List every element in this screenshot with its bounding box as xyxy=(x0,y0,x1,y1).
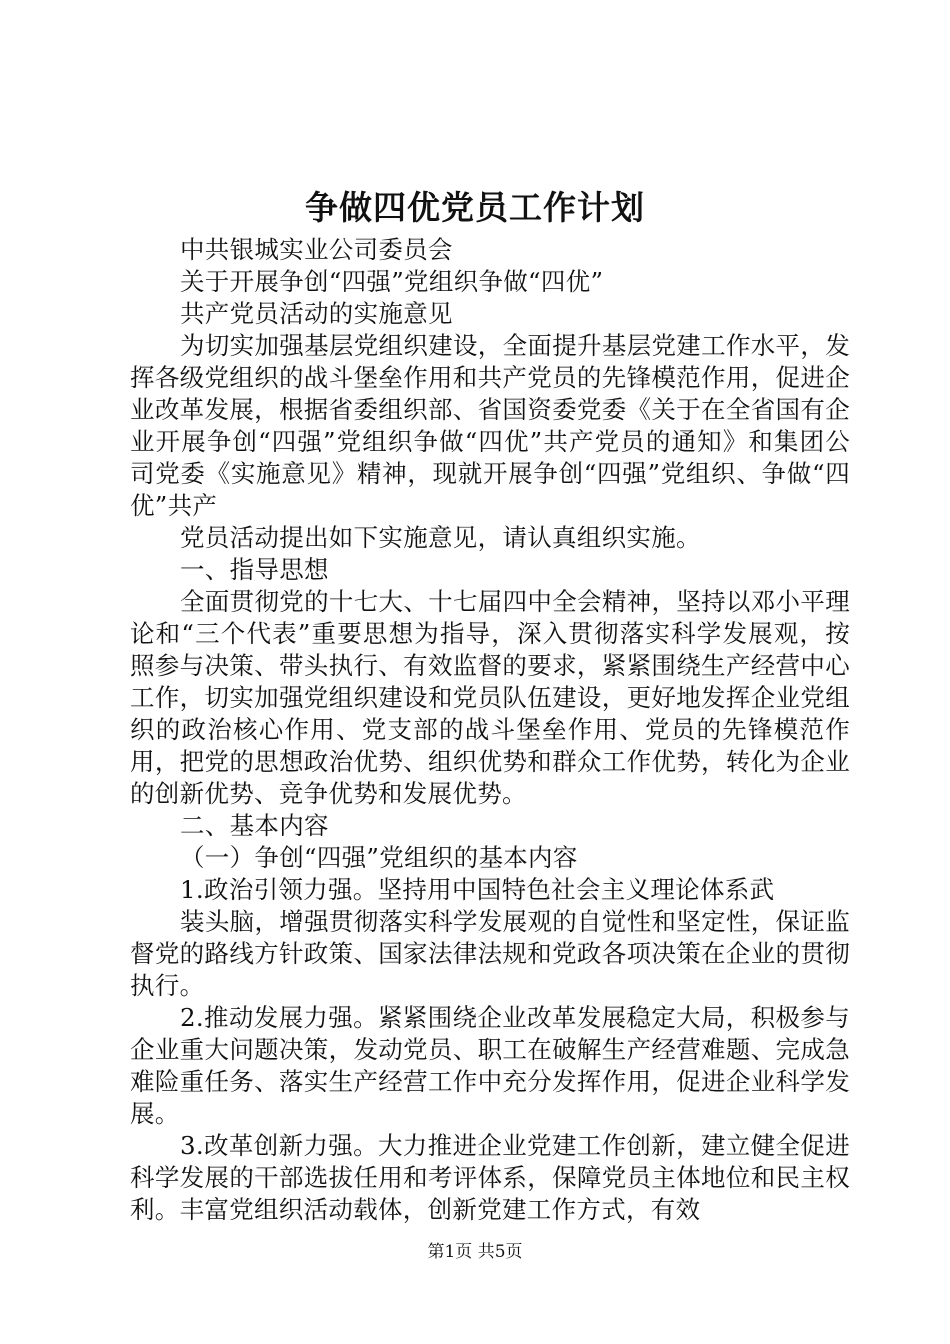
paragraph-item-1-heading: 1.政治引领力强。坚持用中国特色社会主义理论体系武 xyxy=(180,875,775,904)
paragraph-item-2: 2.推动发展力强。紧紧围绕企业改革发展稳定大局，积极参与企业重大问题决策，发动党员、职工在破解生产经营难题、完成急难险重任务、落实生产经营工作中充分发挥作用，促进企业科学发展。 xyxy=(130,1003,850,1128)
paragraph-subject-line-1: 关于开展争创“四强”党组织争做“四优” xyxy=(180,267,604,296)
paragraph-intro-continued: 党员活动提出如下实施意见，请认真组织实施。 xyxy=(180,523,701,552)
section-heading-basic-content: 二、基本内容 xyxy=(180,811,329,840)
paragraph-item-1-body: 装头脑，增强贯彻落实科学发展观的自觉性和坚定性，保证监督党的路线方针政策、国家法律法规和党政各项决策在企业的贯彻执行。 xyxy=(130,907,850,1000)
document-body xyxy=(130,234,850,1226)
paragraph-item-3: 3.改革创新力强。大力推进企业党建工作创新，建立健全促进科学发展的干部选拔任用和考评体系，保障党员主体地位和民主权利。丰富党组织活动载体，创新党建工作方式，有效 xyxy=(130,1131,850,1224)
paragraph-guiding-thought: 全面贯彻党的十七大、十七届四中全会精神，坚持以邓小平理论和“三个代表”重要思想为指导，深入贯彻落实科学发展观，按照参与决策、带头执行、有效监督的要求，紧紧围绕生产经营中心工作，切实加强党组织建设和党员队伍建设，更好地发挥企业党组织的政治核心作用、党支部的战斗堡垒作用、党员的先锋模范作用，把党的思想政治优势、组织优势和群众工作优势，转化为企业的创新优势、竞争优势和发展优势。 xyxy=(130,587,850,808)
subsection-heading-four-strong: （一）争创“四强”党组织的基本内容 xyxy=(180,843,578,872)
document-title: 争做四优党员工作计划 xyxy=(305,188,645,227)
paragraph-subject-line-2: 共产党员活动的实施意见 xyxy=(180,299,453,328)
paragraph-intro: 为切实加强基层党组织建设，全面提升基层党建工作水平，发挥各级党组织的战斗堡垒作用和共产党员的先锋模范作用，促进企业改革发展，根据省委组织部、省国资委党委《关于在全省国有企业开展争创“四强”党组织争做“四优”共产党员的通知》和集团公司党委《实施意见》精神，现就开展争创“四强”党组织、争做“四优”共产 xyxy=(130,331,850,520)
page-footer: 第1页 共5页 xyxy=(427,1242,523,1262)
paragraph-org-name: 中共银城实业公司委员会 xyxy=(180,235,453,264)
section-heading-guiding-thought: 一、指导思想 xyxy=(180,555,329,584)
